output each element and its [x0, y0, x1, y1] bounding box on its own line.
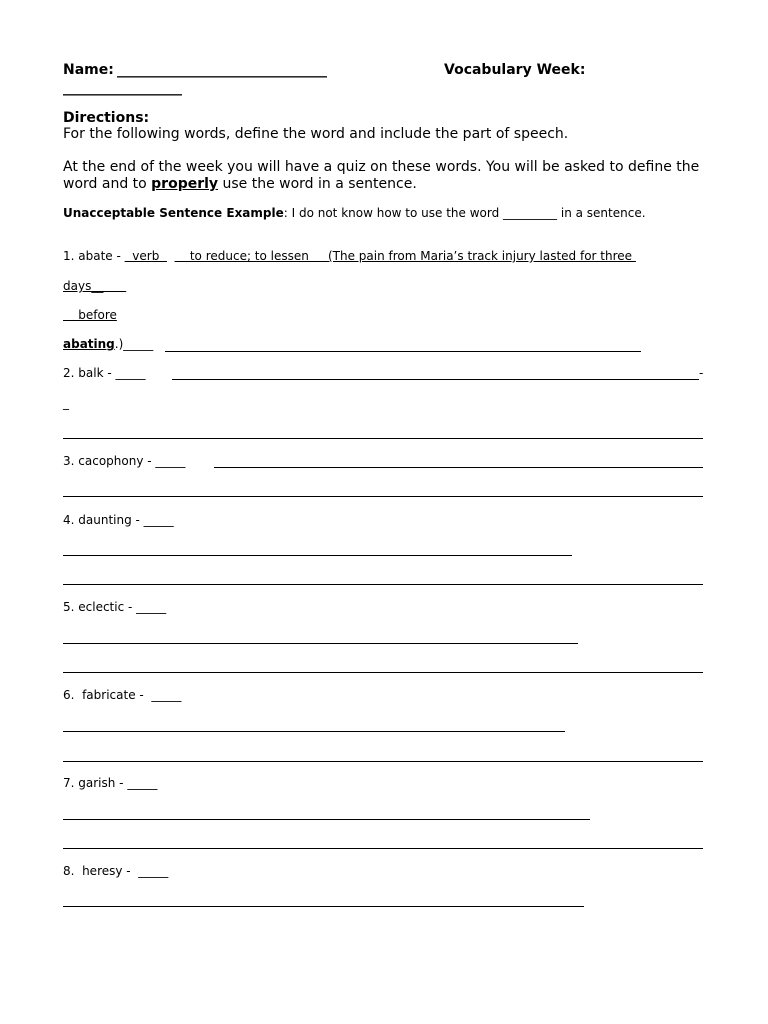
item-7-prefix: 7. garish -	[63, 776, 128, 790]
item-4-daunting	[63, 513, 174, 527]
item-2-trail-underscore: _	[63, 396, 69, 410]
item-3-sentence-line[interactable]	[63, 496, 703, 497]
directions-text-post: use the word in a sentence.	[218, 176, 417, 192]
item-4-pos-blank[interactable]: _____	[143, 513, 174, 527]
example-text-pre: I do not know how to use the word	[287, 206, 504, 220]
item-8-prefix: 8. heresy -	[63, 864, 139, 878]
item-4-definition-line[interactable]	[63, 555, 572, 556]
item-5-pos-blank[interactable]: _____	[136, 600, 167, 614]
directions-heading: Directions:	[63, 110, 150, 126]
item-5-prefix: 5. eclectic -	[63, 600, 137, 614]
item-6-definition-line[interactable]	[63, 731, 565, 732]
item-1-sentence-line[interactable]	[165, 351, 641, 352]
item-6-pos-blank[interactable]: _____	[151, 688, 182, 702]
item-1-definition: to reduce; to lessen	[174, 249, 328, 263]
item-4-sentence-line[interactable]	[63, 584, 703, 585]
item-8-definition-line[interactable]	[63, 906, 584, 907]
example-text-post: in a sentence.	[557, 206, 646, 220]
item-3-prefix: 3. cacophony -	[63, 454, 156, 468]
item-6-fabricate	[63, 688, 181, 702]
item-5-definition-line[interactable]	[63, 643, 578, 644]
item-5-eclectic	[63, 600, 166, 614]
vocabulary-week-blank[interactable]: _________________	[63, 80, 182, 96]
item-1-sentence-part-1: (The pain from Maria’s track injury lasted for three	[327, 249, 636, 263]
item-1-line-4	[63, 337, 153, 351]
item-2-sentence-line[interactable]	[63, 438, 703, 439]
example-colon: :	[283, 206, 288, 220]
directions-text-pre: word and to	[63, 176, 152, 192]
item-3-definition-line[interactable]	[214, 467, 703, 468]
item-1-prefix: 1. abate -	[63, 249, 125, 263]
directions-paragraph-line-2	[63, 176, 417, 192]
item-1-abating: abating	[63, 337, 115, 351]
example-label: Unacceptable Sentence Example	[63, 206, 284, 220]
item-8-heresy	[63, 864, 168, 878]
name-label: Name:	[63, 62, 114, 78]
directions-paragraph-line-1: At the end of the week you will have a quiz on these words. You will be asked to define the	[63, 159, 700, 175]
directions-line-1: For the following words, define the word and include the part of speech.	[63, 126, 569, 142]
vocabulary-week-label: Vocabulary Week:	[444, 62, 586, 78]
item-1-line-4-rest: .)_____	[114, 337, 154, 351]
item-7-pos-blank[interactable]: _____	[127, 776, 158, 790]
properly-emphasis: properly	[151, 176, 219, 192]
item-5-sentence-line[interactable]	[63, 672, 703, 673]
item-2-prefix: 2. balk -	[63, 366, 116, 380]
item-1-part-of-speech: verb	[124, 249, 167, 263]
item-2-pos-blank[interactable]: _____	[115, 366, 146, 380]
name-blank[interactable]: ______________________________	[117, 62, 327, 78]
item-2-balk	[63, 366, 145, 380]
item-1-line-2	[63, 279, 126, 293]
item-3-pos-blank[interactable]: _____	[155, 454, 186, 468]
item-3-cacophony	[63, 454, 185, 468]
unacceptable-example	[63, 206, 646, 220]
item-8-pos-blank[interactable]: _____	[138, 864, 169, 878]
item-6-sentence-line[interactable]	[63, 761, 703, 762]
item-7-definition-line[interactable]	[63, 819, 590, 820]
item-7-garish	[63, 776, 157, 790]
item-6-prefix: 6. fabricate -	[63, 688, 152, 702]
item-1-before: before	[63, 308, 117, 322]
item-4-prefix: 4. daunting -	[63, 513, 144, 527]
item-1-days: days	[63, 279, 92, 293]
item-1-abate	[63, 249, 636, 263]
item-7-sentence-line[interactable]	[63, 848, 703, 849]
item-2-trail-hyphen: -	[699, 366, 704, 380]
example-blank: _________	[503, 206, 558, 220]
item-1-line-2-blank: __	[91, 279, 127, 293]
item-2-definition-line[interactable]	[172, 379, 699, 380]
